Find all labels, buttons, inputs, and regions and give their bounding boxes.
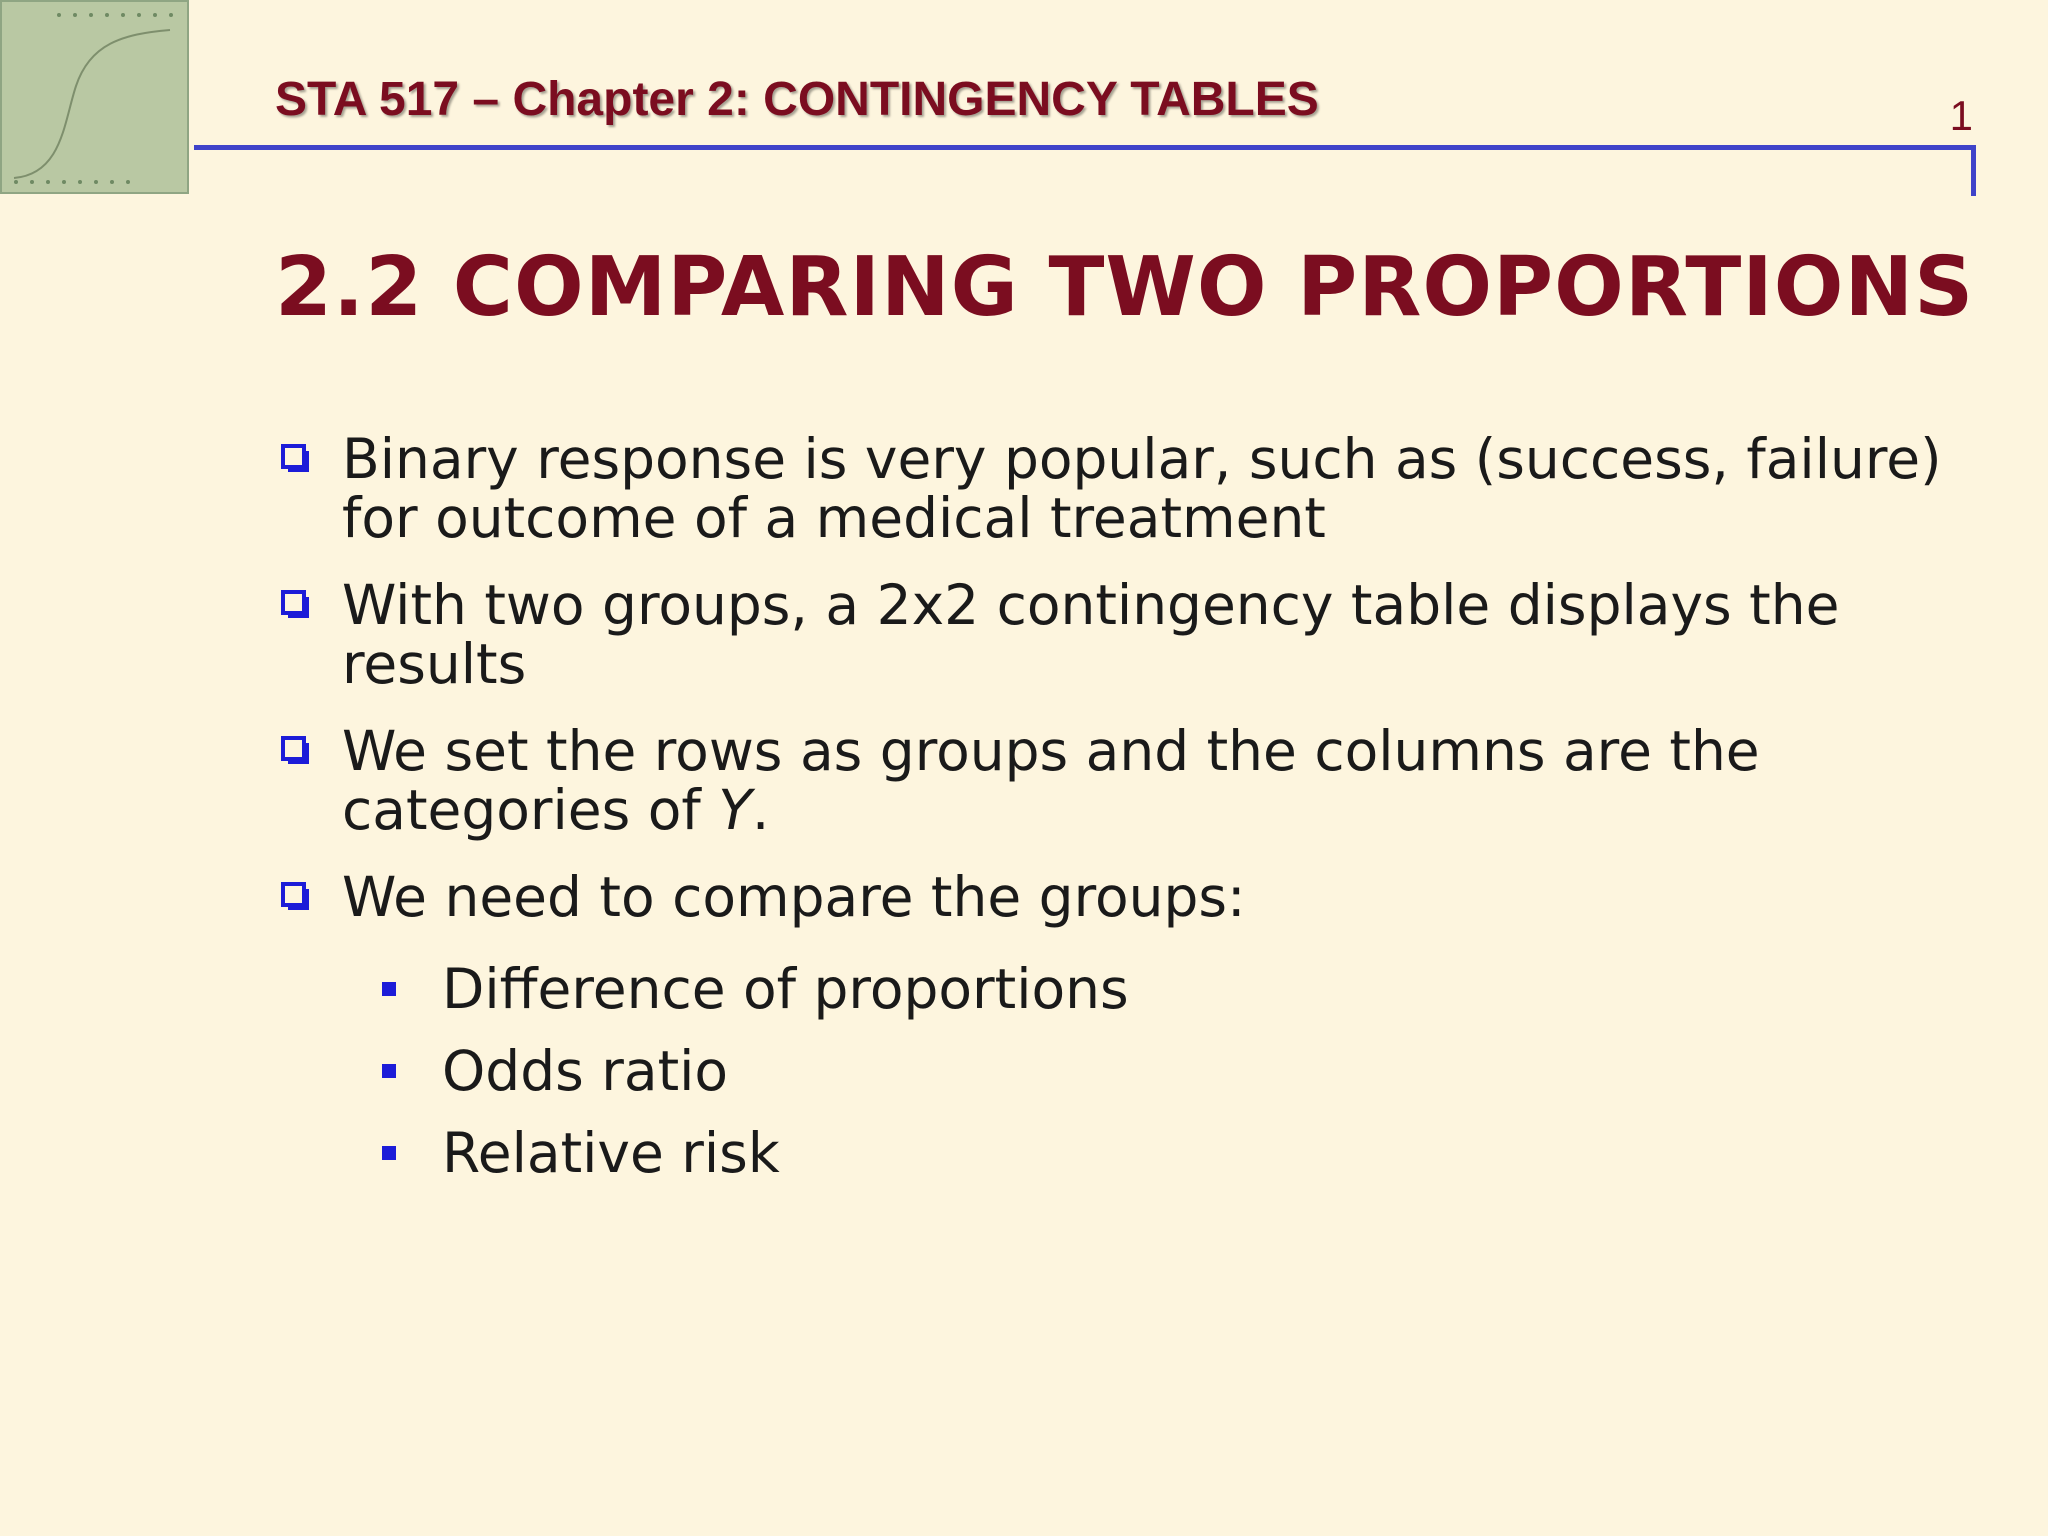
bullet-text: Binary response is very popular, such as (success, failure) for outcome of a medical treatment [342,427,1942,550]
bullet-text: We set the rows as groups and the columns are the categories of [342,719,1760,842]
sub-bullet-text: Relative risk [442,1121,780,1185]
square-bullet-icon [382,982,396,996]
sub-bullet-list [278,957,1978,1206]
header-title: STA 517 – Chapter 2: CONTINGENCY TABLES [275,73,1319,126]
sigmoid-curve-icon [0,0,189,194]
checkbox-bullet-icon [281,736,311,766]
list-item [278,865,1998,929]
bullet-text: With two groups, a 2x2 contingency table displays the results [342,573,1840,696]
list-item [278,573,1998,696]
variable-y: Y [718,778,752,842]
header-divider [194,145,1975,150]
sub-bullet-text: Difference of proportions [442,957,1129,1021]
list-item [278,1121,1978,1206]
checkbox-bullet-icon [281,882,311,912]
list-item [278,957,1978,1042]
header-divider-tick [1971,145,1976,196]
bullet-text: We need to compare the groups: [342,865,1246,929]
square-bullet-icon [382,1064,396,1078]
list-item [278,427,1998,550]
bullet-text-end: . [751,778,770,842]
checkbox-bullet-icon [281,590,311,620]
bullet-list [278,427,1998,941]
square-bullet-icon [382,1146,396,1160]
slide-title: 2.2 COMPARING TWO PROPORTIONS [275,240,1975,335]
slide-number: 1 [1949,92,1973,139]
sub-bullet-text: Odds ratio [442,1039,729,1103]
list-item [278,1039,1978,1124]
list-item [278,719,1998,842]
checkbox-bullet-icon [281,444,311,474]
